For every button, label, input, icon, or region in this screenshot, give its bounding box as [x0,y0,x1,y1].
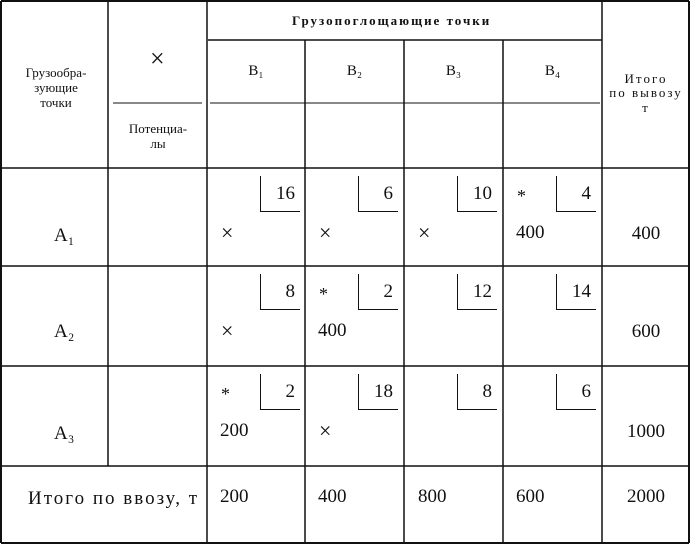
shipment-value: 400 [318,320,347,341]
cost-box: 6 [556,374,596,410]
import-total-b3: 800 [418,486,447,507]
empty-cell-cross-icon: × [221,318,234,343]
empty-cell-cross-icon: × [418,220,431,245]
cost-box: 14 [556,274,596,310]
row-total-a2: 600 [631,321,661,342]
basis-star: * [221,384,230,404]
row-total-a1: 400 [631,223,661,244]
consumer-b2-header: B₂ [346,63,363,79]
cost-box: 6 [358,176,398,212]
row-label-a2: A₂ [54,321,75,342]
empty-cell-cross-icon: × [319,418,332,443]
cost-box: 8 [260,274,300,310]
shipment-value: 200 [220,420,249,441]
cost-box: 12 [457,274,497,310]
import-total-b2: 400 [318,486,347,507]
shipment-value: 400 [516,222,545,243]
cost-box: 16 [260,176,300,212]
consumer-b3-header: B₃ [445,63,462,79]
empty-cell-cross-icon: × [319,220,332,245]
empty-cell-cross-icon: × [221,220,234,245]
row-label-a3: A₃ [54,423,75,444]
import-total-b1: 200 [220,486,249,507]
cost-box: 4 [556,176,596,212]
cost-box: 2 [260,374,300,410]
cost-box: 18 [358,374,398,410]
basis-star: * [517,186,526,206]
consumer-b4-header: B₄ [544,63,561,79]
grand-total: 2000 [627,486,665,507]
basis-star: * [319,284,328,304]
header-cross-mark: × [150,44,165,73]
source-points-header: Грузообра- зующие точки [25,65,87,110]
export-total-header: Итого по вывозу т [609,71,683,115]
consumer-points-header: Грузопоглощающие точки [292,13,492,28]
import-total-label: Итого по ввозу, т [28,488,200,509]
import-total-b4: 600 [516,486,545,507]
cost-box: 10 [457,176,497,212]
potentials-header: Потенциа- лы [128,121,188,151]
cost-box: 2 [358,274,398,310]
row-label-a1: A₁ [54,225,75,246]
row-total-a3: 1000 [627,421,665,442]
consumer-b1-header: B₁ [248,63,264,79]
cost-box: 8 [457,374,497,410]
